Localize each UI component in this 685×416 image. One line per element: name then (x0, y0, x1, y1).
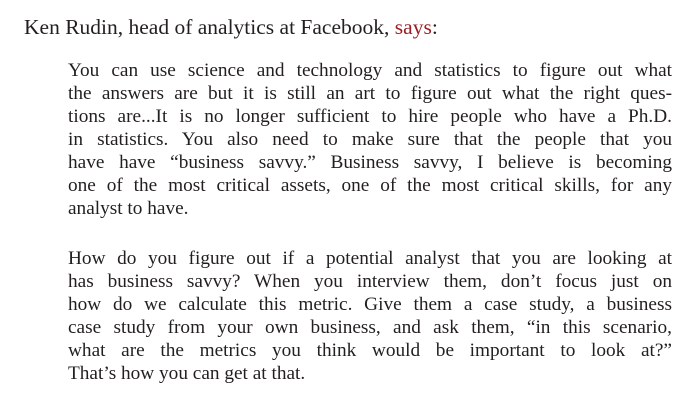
quote-line: case study from your own business, and ask them, “in this scenario, (68, 317, 672, 338)
intro-sentence (24, 7, 438, 47)
quote-line: how do we calculate this metric. Give them a case study, a business (68, 294, 672, 315)
quote-line: How do you figure out if a potential analyst that you are looking at (68, 248, 672, 269)
quote-line: You can use science and technology and statistics to figure out what (68, 60, 672, 81)
intro-text: Ken Rudin, head of analytics at Facebook, (24, 15, 390, 39)
quote-line: the answers are but it is still an art to figure out what the right ques- (68, 83, 672, 104)
says-link[interactable]: says (394, 15, 432, 39)
quote-line: in statistics. You also need to make sure that the people that you (68, 129, 672, 150)
quote-line: analyst to have. (68, 198, 189, 219)
quote-line: That’s how you can get at that. (68, 363, 306, 384)
quote-line: has business savvy? When you interview them, don’t focus just on (68, 271, 672, 292)
quote-line: what are the metrics you think would be important to look at?” (68, 340, 672, 361)
quote-line: tions are...It is no longer sufficient to hire people who have a Ph.D. (68, 106, 672, 127)
intro-colon: : (431, 15, 438, 39)
quote-paragraph-2 (68, 247, 672, 385)
quote-paragraph-1 (68, 59, 672, 220)
quote-line: have have “business savvy.” Business savvy, I believe is becoming (68, 152, 672, 173)
quote-line: one of the most critical assets, one of the most critical skills, for any (68, 175, 672, 196)
